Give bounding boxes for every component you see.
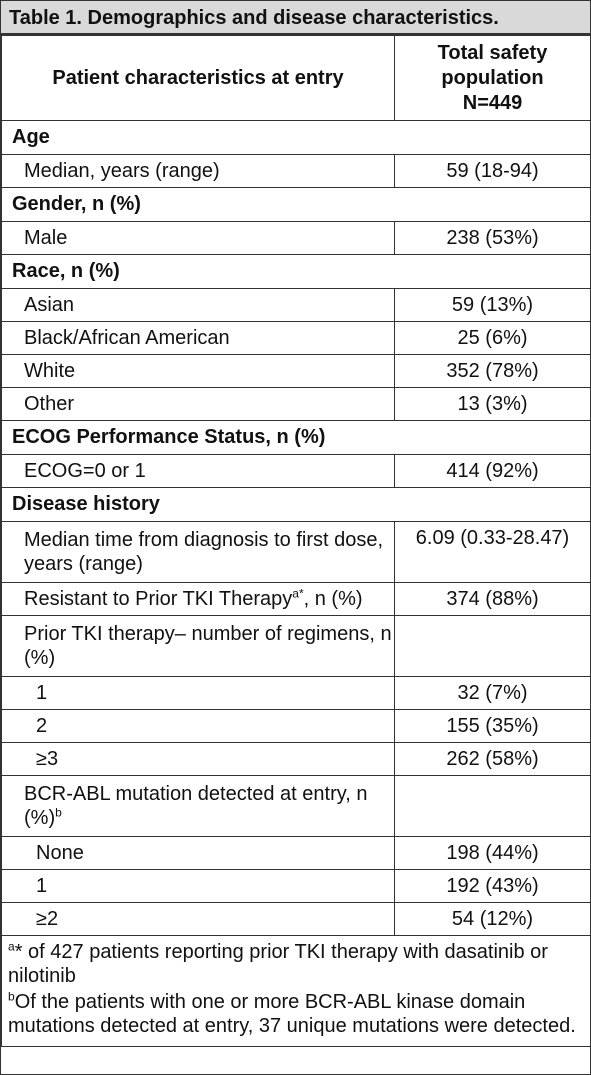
row-value: 352 (78%) (395, 355, 591, 388)
row-value: 192 (43%) (395, 870, 591, 903)
table-row (2, 289, 591, 322)
section-row (2, 488, 591, 522)
footnote-marker: b (55, 805, 62, 820)
section-title: Age (2, 121, 591, 155)
footnotes-cell (2, 936, 591, 1047)
section-row (2, 121, 591, 155)
row-label: None (2, 837, 395, 870)
row-value: 13 (3%) (395, 388, 591, 421)
row-label: Prior TKI therapy– number of regimens, n (%) (2, 616, 395, 677)
row-value: 6.09 (0.33-28.47) (395, 522, 591, 583)
row-value (395, 776, 591, 837)
footnote-a-marker: a (8, 939, 15, 954)
row-value: 59 (13%) (395, 289, 591, 322)
row-value: 155 (35%) (395, 710, 591, 743)
row-value: 262 (58%) (395, 743, 591, 776)
row-label: 1 (2, 870, 395, 903)
row-label: 1 (2, 677, 395, 710)
row-value: 59 (18-94) (395, 155, 591, 188)
row-label: Median time from diagnosis to first dose, years (range) (2, 522, 395, 583)
header-col1: Patient characteristics at entry (2, 36, 395, 121)
row-label: Male (2, 222, 395, 255)
row-label: 2 (2, 710, 395, 743)
row-label-text: Resistant to Prior TKI Therapy (24, 587, 293, 610)
row-label: ≥3 (2, 743, 395, 776)
section-row (2, 255, 591, 289)
row-label-text: BCR-ABL mutation detected at entry, n (%) (24, 783, 368, 829)
table-row (2, 837, 591, 870)
footnote-marker: a* (292, 585, 304, 600)
row-value: 374 (88%) (395, 583, 591, 616)
table-row (2, 870, 591, 903)
row-label: ECOG=0 or 1 (2, 455, 395, 488)
table-row (2, 710, 591, 743)
section-title: Gender, n (%) (2, 188, 591, 222)
data-table (1, 35, 591, 1047)
row-label: White (2, 355, 395, 388)
row-label: Median, years (range) (2, 155, 395, 188)
row-label-suffix: , n (%) (303, 587, 363, 610)
table-row (2, 455, 591, 488)
table-row (2, 355, 591, 388)
table-row (2, 155, 591, 188)
row-value: 25 (6%) (395, 322, 591, 355)
row-value (395, 616, 591, 677)
header-col2-line2: population (441, 66, 544, 89)
footnote-b-marker: b (8, 989, 15, 1004)
header-col2 (395, 36, 591, 121)
table-row (2, 388, 591, 421)
table-row (2, 743, 591, 776)
row-value: 238 (53%) (395, 222, 591, 255)
table-row (2, 222, 591, 255)
row-label: Black/African American (2, 322, 395, 355)
footnotes-row (2, 936, 591, 1047)
section-title: Race, n (%) (2, 255, 591, 289)
section-title: ECOG Performance Status, n (%) (2, 421, 591, 455)
table-row (2, 616, 591, 677)
row-value: 54 (12%) (395, 903, 591, 936)
footnote-b (8, 990, 584, 1038)
header-col2-line3: N=449 (462, 91, 523, 114)
section-row (2, 188, 591, 222)
section-title: Disease history (2, 488, 591, 522)
row-label: Other (2, 388, 395, 421)
footnote-a-text: * of 427 patients reporting prior TKI therapy with dasatinib or nilotinib (8, 941, 548, 987)
row-label: ≥2 (2, 903, 395, 936)
row-value: 414 (92%) (395, 455, 591, 488)
footnote-a (8, 940, 584, 988)
footnote-b-text: Of the patients with one or more BCR-ABL kinase domain mutations detected at entry, 37 unique mutations were detected. (8, 991, 576, 1037)
table-row (2, 322, 591, 355)
table-row (2, 776, 591, 837)
row-value: 32 (7%) (395, 677, 591, 710)
table-caption: Table 1. Demographics and disease characteristics. (1, 1, 590, 35)
table-row (2, 583, 591, 616)
header-col2-line1: Total safety (437, 41, 548, 64)
row-label (2, 583, 395, 616)
row-label (2, 776, 395, 837)
row-label: Asian (2, 289, 395, 322)
section-row (2, 421, 591, 455)
header-row (2, 36, 591, 121)
table-row (2, 522, 591, 583)
row-value: 198 (44%) (395, 837, 591, 870)
table-row (2, 903, 591, 936)
table-row (2, 677, 591, 710)
